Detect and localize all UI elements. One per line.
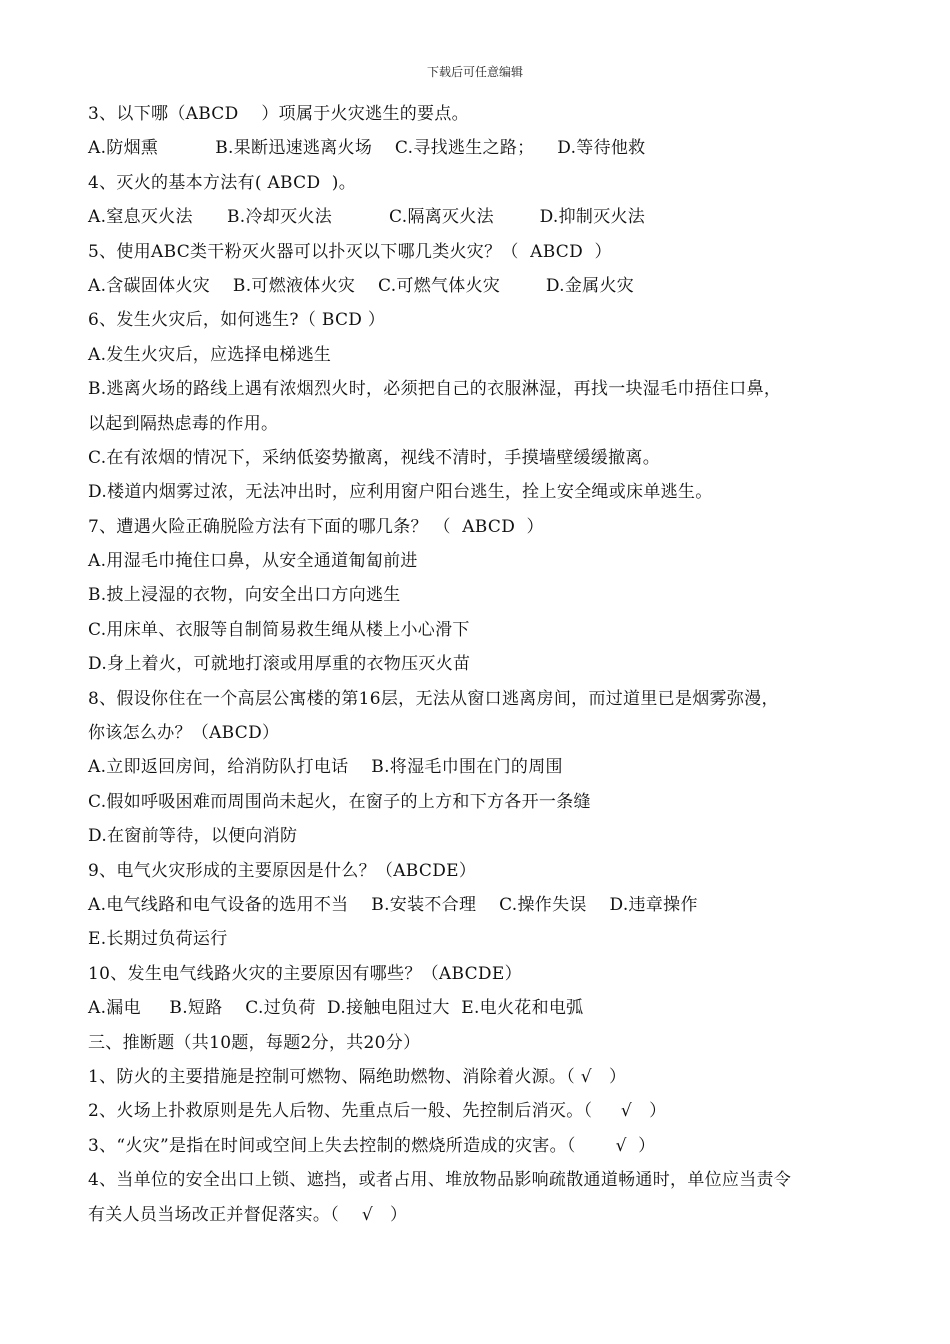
section-heading: 三、推断题（共10题，每题2分，共20分）: [88, 1032, 421, 1053]
q3-question: 3、以下哪（ABCD ）项属于火灾逃生的要点。: [88, 104, 469, 124]
q6-option-b: B.逃离火场的路线上遇有浓烟烈火时，必须把自己的衣服淋湿，再找一块湿毛巾捂住口鼻，: [88, 379, 782, 400]
q10-question: 10、发生电气线路火灾的主要原因有哪些？（ABCDE）: [88, 963, 522, 984]
q5-options: A.含碳固体火灾 B.可燃液体火灾 C.可燃气体火灾 D.金属火灾: [88, 275, 635, 296]
tf-item-1: 1、防火的主要措施是控制可燃物、隔绝助燃物、消除着火源。（ √ ）: [88, 1066, 627, 1087]
tf-item-3: 3、“火灾”是指在时间或空间上失去控制的燃烧所造成的灾害。（ √ ）: [88, 1135, 656, 1156]
q9-option-e: E.长期过负荷运行: [88, 929, 228, 950]
tf-item-4-cont: 有关人员当场改正并督促落实。（ √ ）: [88, 1204, 408, 1225]
q4-options: A.窒息灭火法 B.冷却灭火法 C.隔离灭火法 D.抑制灭火法: [88, 207, 646, 228]
q8-option-d: D.在窗前等待，以便向消防: [88, 826, 298, 847]
q3-options: A.防烟熏 B.果断迅速逃离火场 C.寻找逃生之路； D.等待他救: [88, 138, 646, 159]
q6-option-b-cont: 以起到隔热虑毒的作用。: [88, 413, 279, 434]
q9-question: 9、电气火灾形成的主要原因是什么？（ABCDE）: [88, 860, 477, 881]
q7-option-a: A.用湿毛巾掩住口鼻，从安全通道匍匐前进: [88, 551, 418, 572]
q6-question: 6、发生火灾后，如何逃生?（ BCD ）: [88, 310, 386, 331]
q7-option-b: B.披上浸湿的衣物，向安全出口方向逃生: [88, 585, 401, 606]
q6-option-a: A.发生火灾后，应选择电梯逃生: [88, 344, 332, 365]
tf-item-4: 4、当单位的安全出口上锁、遮挡，或者占用、堆放物品影响疏散通道畅通时，单位应当责令: [88, 1170, 792, 1191]
q9-options: A.电气线路和电气设备的选用不当 B.安装不合理 C.操作失误 D.违章操作: [88, 894, 698, 915]
q8-option-c: C.假如呼吸困难而周围尚未起火，在窗子的上方和下方各开一条缝: [88, 791, 591, 812]
q4-question: 4、灭火的基本方法有( ABCD )。: [88, 172, 357, 193]
q8-question: 8、假设你住在一个高层公寓楼的第16层，无法从窗口逃离房间，而过道里已是烟雾弥漫，: [88, 688, 779, 709]
tf-item-2: 2、火场上扑救原则是先人后物、先重点后一般、先控制后消灭。（ √ ）: [88, 1101, 667, 1122]
q7-option-c: C.用床单、衣服等自制简易救生绳从楼上小心滑下: [88, 619, 470, 640]
page-header: 下载后可任意编辑: [426, 65, 523, 79]
q6-option-c: C.在有浓烟的情况下，采纳低姿势撤离，视线不清时，手摸墙壁缓缓撤离。: [88, 447, 661, 468]
q7-option-d: D.身上着火，可就地打滚或用厚重的衣物压灭火苗: [88, 654, 471, 675]
q5-question: 5、使用ABC类干粉灭火器可以扑灭以下哪几类火灾？（ ABCD ）: [88, 241, 612, 262]
q8-question-cont: 你该怎么办？（ABCD）: [88, 723, 280, 744]
q10-options: A.漏电 B.短路 C.过负荷 D.接触电阻过大 E.电火花和电弧: [88, 998, 584, 1019]
q8-options-ab: A.立即返回房间，给消防队打电话 B.将湿毛巾围在门的周围: [88, 757, 563, 778]
q7-question: 7、遭遇火险正确脱险方法有下面的哪几条？ （ ABCD ）: [88, 516, 544, 537]
document-body: [88, 97, 878, 1232]
q6-option-d: D.楼道内烟雾过浓，无法冲出时，应利用窗户阳台逃生，拴上安全绳或床单逃生。: [88, 482, 713, 503]
